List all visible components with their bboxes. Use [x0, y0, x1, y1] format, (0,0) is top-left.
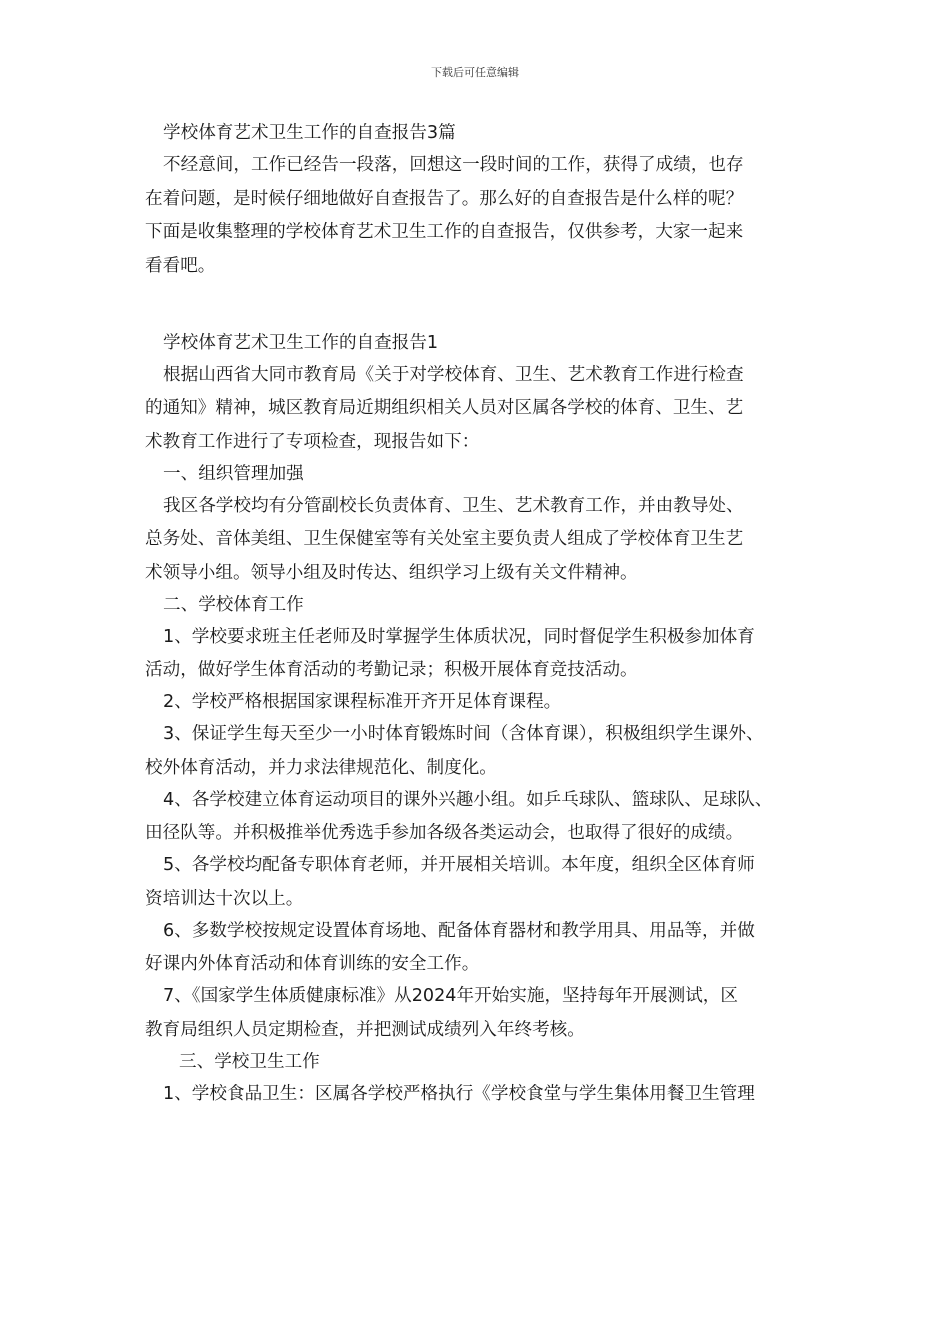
intro-line: 下面是收集整理的学校体育艺术卫生工作的自查报告，仅供参考，大家一起来 — [145, 222, 744, 242]
main-title-text: 学校体育艺术卫生工作的自查报告3篇 — [163, 123, 456, 143]
section2-item — [145, 691, 825, 714]
section1-line: 总务处、音体美组、卫生保健室等有关处室主要负责人组成了学校体育卫生艺 — [145, 529, 744, 549]
section1-paragraph — [145, 495, 825, 585]
section1-heading — [145, 463, 825, 486]
section3-item — [145, 1083, 825, 1106]
section2-heading — [145, 594, 825, 617]
section2-item-line: 1、学校要求班主任老师及时掌握学生体质状况，同时督促学生积极参加体育 — [163, 626, 755, 647]
section2-item-line: 6、多数学校按规定设置体育场地、配备体育器材和教学用具、用品等，并做 — [163, 920, 755, 941]
report1-title-text: 学校体育艺术卫生工作的自查报告1 — [163, 332, 439, 353]
section2-item-line: 7、《国家学生体质健康标准》从2024年开始实施，坚持每年开展测试，区 — [163, 986, 738, 1006]
document-body — [145, 122, 825, 1115]
section2-item — [145, 854, 825, 911]
section2-item-line: 2、学校严格根据国家课程标准开齐开足体育课程。 — [163, 692, 562, 712]
section2-item-line: 3、保证学生每天至少一小时体育锻炼时间（含体育课），积极组织学生课外、 — [163, 724, 764, 744]
intro-paragraph — [145, 154, 825, 278]
section3-heading-text: 三、学校卫生工作 — [179, 1051, 320, 1072]
section2-item-line: 田径队等。并积极推举优秀选手参加各级各类运动会，也取得了很好的成绩。 — [145, 823, 744, 843]
intro-line: 在着问题，是时候仔细地做好自查报告了。那么好的自查报告是什么样的呢？ — [145, 188, 744, 209]
section2-item — [145, 985, 825, 1042]
report1-intro-line: 的通知》精神，城区教育局近期组织相关人员对区属各学校的体育、卫生、艺 — [145, 398, 744, 418]
section2-item-line: 校外体育活动，并力求法律规范化、制度化。 — [145, 757, 497, 778]
section1-line: 我区各学校均有分管副校长负责体育、卫生、艺术教育工作，并由教导处、 — [163, 495, 744, 516]
section2-item-line: 4、各学校建立体育运动项目的课外兴趣小组。如乒乓球队、篮球队、足球队、 — [163, 789, 773, 810]
section2-item-line: 教育局组织人员定期检查，并把测试成绩列入年终考核。 — [145, 1019, 585, 1040]
section1-heading-text: 一、组织管理加强 — [163, 463, 304, 484]
section1-line: 术领导小组。领导小组及时传达、组织学习上级有关文件精神。 — [145, 562, 638, 583]
report1-intro-line: 术教育工作进行了专项检查，现报告如下： — [145, 431, 480, 452]
blank-line — [145, 287, 825, 332]
section2-item-line: 活动，做好学生体育活动的考勤记录；积极开展体育竞技活动。 — [145, 660, 638, 680]
section3-item-line: 1、学校食品卫生：区属各学校严格执行《学校食堂与学生集体用餐卫生管理 — [163, 1083, 755, 1104]
section2-item-line: 5、各学校均配备专职体育老师，并开展相关培训。本年度，组织全区体育师 — [163, 855, 755, 875]
section2-item — [145, 626, 825, 683]
section2-heading-text: 二、学校体育工作 — [163, 594, 304, 615]
intro-line: 看看吧。 — [145, 255, 216, 276]
report1-intro-line: 根据山西省大同市教育局《关于对学校体育、卫生、艺术教育工作进行检查 — [163, 364, 744, 385]
page-header: 下载后可任意编辑 — [431, 66, 519, 79]
section2-item — [145, 723, 825, 780]
section2-item-line: 好课内外体育活动和体育训练的安全工作。 — [145, 954, 480, 974]
intro-line: 不经意间，工作已经告一段落，回想这一段时间的工作，获得了成绩，也存 — [163, 155, 744, 175]
report1-title — [145, 332, 825, 355]
section2-item — [145, 789, 825, 846]
section3-heading — [145, 1051, 825, 1074]
main-title — [145, 122, 825, 145]
report1-intro-paragraph — [145, 364, 825, 454]
section2-item — [145, 920, 825, 977]
section2-item-line: 资培训达十次以上。 — [145, 888, 304, 909]
